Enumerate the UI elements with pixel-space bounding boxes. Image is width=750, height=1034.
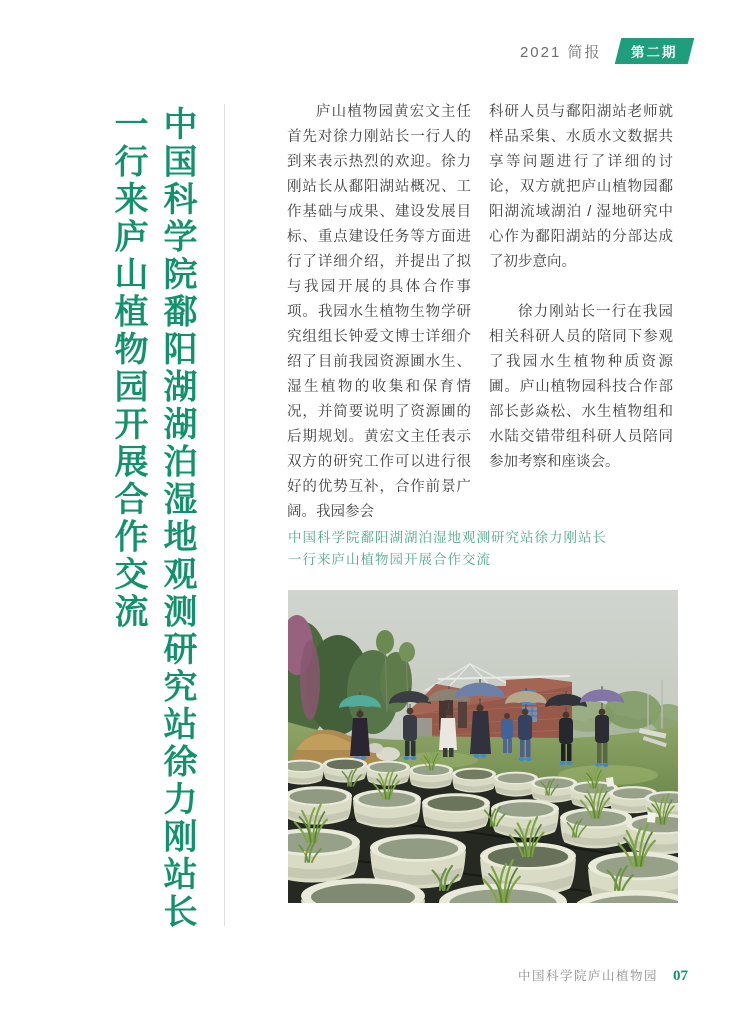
- title-divider-rule: [224, 104, 225, 926]
- photo-caption-line-2: 一行来庐山植物园开展合作交流: [288, 551, 491, 567]
- article-column-2: [489, 100, 673, 475]
- photo-illustration: [288, 590, 678, 903]
- article-paragraph: 徐力刚站长一行在我园相关科研人员的陪同下参观了我园水生植物种质资源圃。庐山植物园科技合作部部长彭焱松、水生植物组和水陆交错带组科研人员陪同参加考察和座谈会。: [489, 304, 673, 470]
- photo-caption-line-1: 中国科学院鄱阳湖湖泊湿地观测研究站徐力刚站长: [288, 530, 607, 545]
- photo-caption: [288, 527, 607, 570]
- article-paragraph: 庐山植物园黄宏文主任首先对徐力刚站长一行人的到来表示热烈的欢迎。徐力刚站长从鄱阳湖站概况、工作基础与成果、建设发展目标、重点建设任务等方面进行了详细介绍，并提出了拟与我园开展的具体合作事项。我园水生植物生物学研究组组长钟爱文博士详细介绍了目前我园资源圃水生、湿生植物的收集和保育情况，并简要说明了资源圃的后期规划。黄宏文主任表示双方的研究工作可以进行很好的优势互补，合作前景广阔。我园参会: [287, 104, 471, 520]
- title-line-1: 中国科学院鄱阳湖湖泊湿地观测研究站徐力刚站长: [158, 106, 196, 931]
- page-header: [520, 38, 690, 64]
- title-line-2: 一行来庐山植物园开展合作交流: [109, 106, 147, 631]
- article-title-vertical: [103, 106, 201, 941]
- issue-badge-label: 第二期: [630, 45, 677, 60]
- article-photo: [288, 590, 678, 903]
- issue-year-label: 2021 简报: [519, 43, 602, 61]
- issue-badge: [614, 38, 693, 64]
- page-number: 07: [673, 968, 688, 984]
- page-footer: [518, 966, 688, 985]
- article-paragraph: 科研人员与鄱阳湖站老师就样品采集、水质水文数据共享等问题进行了详细的讨论，双方就把庐山植物园鄱阳湖流域湖泊 / 湿地研究中心作为鄱阳湖站的分部达成了初步意向。: [489, 104, 673, 270]
- article-column-1: [287, 100, 471, 525]
- footer-org-name: 中国科学院庐山植物园: [517, 969, 658, 983]
